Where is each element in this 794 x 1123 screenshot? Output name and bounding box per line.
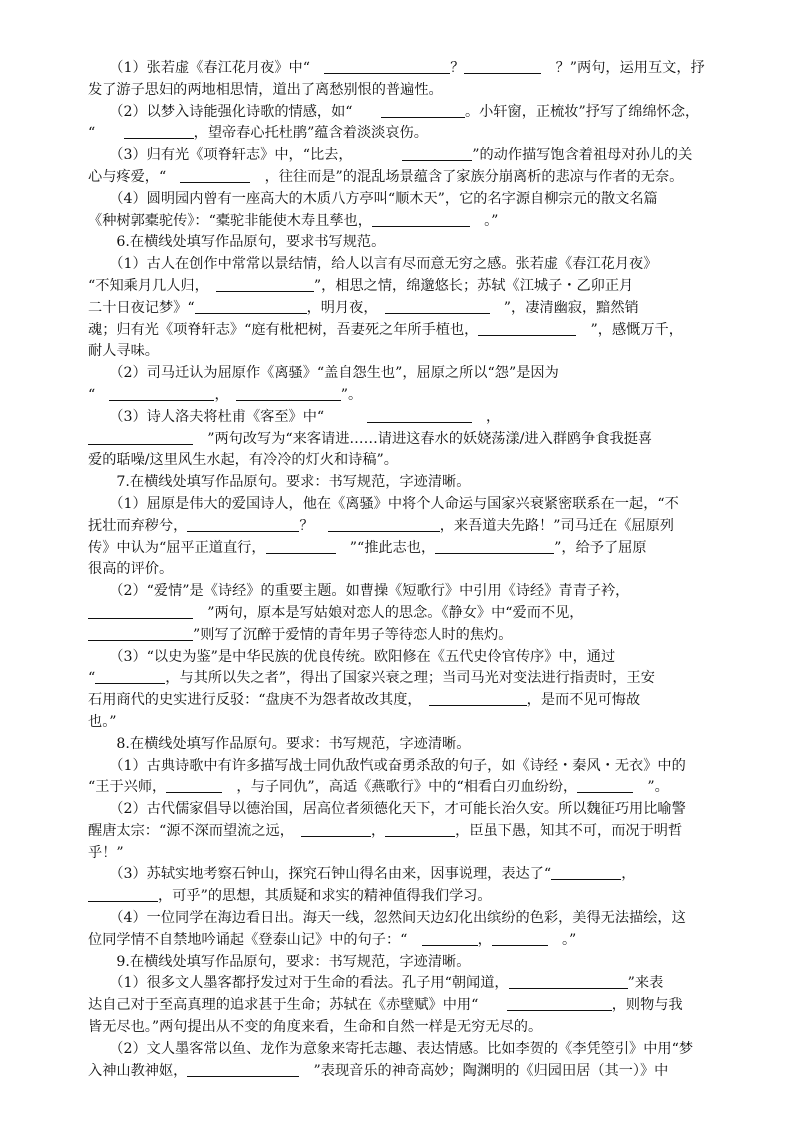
text-line: （2）以梦入诗能强化诗歌的情感，如“ 。小轩窗，正梳妆”抒写了绵绵怀念， — [88, 103, 700, 120]
text-line: 6.在横线处填写作品原句，要求书写规范。 — [88, 234, 386, 251]
answer-blank[interactable] — [328, 517, 440, 532]
text-line: 醒唐太宗：“源不深而望流之远， ， ，臣虽下愚，知其不可，而况于明哲 — [88, 822, 683, 839]
text-line: （2）古代儒家倡导以德治国，居高位者须德化天下，才可能长治久安。所以魏征巧用比喻警 — [88, 801, 686, 818]
text-line: 二十日夜记梦》“ ，明月夜， ”，凄清幽寂，黯然销 — [88, 299, 639, 316]
text-line: 很高的评价。 — [88, 561, 174, 578]
text-line: 也。” — [88, 713, 117, 730]
text-line: 魂；归有光《项脊轩志》“庭有枇杷树，吾妻死之年所手植也， ”，感慨万千， — [88, 321, 683, 338]
text-line: （1）张若虚《春江花月夜》中“ ？ ？”两句，运用互文，抒 — [88, 60, 705, 76]
text-line: （2）文人墨客常以鱼、龙作为意象来寄托志趣、表达情感。比如李贺的《李凭箜引》中用“梦 — [88, 1040, 694, 1057]
answer-blank[interactable] — [385, 299, 490, 314]
text-line: “王于兴师， ，与子同仇”，高适《燕歌行》中的“相看白刃血纷纷， ”。 — [88, 779, 669, 796]
text-line: ”两句改写为“来客请进……请进这春水的妖娆荡漾/进入群鸥争食我挺喜 — [88, 429, 733, 451]
answer-blank[interactable] — [88, 887, 158, 902]
text-line: （3）“以史为鉴”是中华民族的优良传统。欧阳修在《五代史伶官传序》中，通过 — [88, 648, 616, 665]
text-line: 入神山教神妪， ”表现音乐的神奇高妙；陶渊明的《归园田居（其一）》中 — [88, 1062, 669, 1079]
answer-blank[interactable] — [187, 517, 299, 532]
text-line: 心与疼爱，“ ，往往而是”的混乱场景蕴含了家族分崩离析的悲凉与作者的无奈。 — [88, 168, 684, 185]
text-line: （4）圆明园内曾有一座高大的木质八方亭叫“顺木天”，它的名字源自柳宗元的散文名篇 — [88, 190, 658, 207]
answer-blank[interactable] — [435, 539, 554, 554]
text-line: 9.在横线处填写作品原句，要求：书写规范，字迹清晰。 — [88, 953, 471, 970]
text-line: （1）古典诗歌中有许多描写战士同仇敌忾或奋勇杀敌的句子，如《诗经・秦风・无衣》中的 — [88, 757, 686, 774]
answer-blank[interactable] — [385, 822, 455, 837]
answer-blank[interactable] — [216, 277, 314, 292]
answer-blank[interactable] — [429, 691, 527, 706]
answer-blank[interactable] — [464, 59, 541, 74]
text-line: 爱的聒噪/这里风生水起，有冷冷的灯火和诗稿”。 — [88, 452, 398, 469]
text-line: （3）诗人洛夫将杜甫《客至》中“ ， — [88, 408, 501, 425]
text-line: ，可乎”的思想，其质疑和求实的精神值得我们学习。 — [88, 886, 733, 908]
text-line: （1）屈原是伟大的爱国诗人，他在《离骚》中将个人命运与国家兴衰紧密联系在一起，“不 — [88, 495, 679, 512]
answer-blank[interactable] — [478, 321, 576, 336]
answer-blank[interactable] — [507, 996, 612, 1011]
answer-blank[interactable] — [236, 386, 341, 401]
text-line: “ ，与其所以失之者”，得出了国家兴衰之理；当司马光对变法进行指责时，王安 — [88, 670, 655, 687]
answer-blank[interactable] — [492, 931, 548, 946]
answer-blank[interactable] — [95, 669, 165, 684]
text-line: 8.在横线处填写作品原句。要求：书写规范，字迹清晰。 — [88, 735, 471, 752]
answer-blank[interactable] — [195, 299, 307, 314]
text-line: “ ， ”。 — [88, 386, 363, 403]
text-line: “ ，望帝春心托杜鹃”蕴含着淡淡哀伤。 — [88, 125, 428, 142]
text-line: ”两句，原本是写姑娘对恋人的思念。《静女》中“爱而不见， — [88, 603, 733, 625]
answer-blank[interactable] — [166, 778, 222, 793]
text-line: 位同学情不自禁地吟诵起《登泰山记》中的句子：“ ， 。” — [88, 931, 577, 948]
text-line: （1）很多文人墨客都抒发过对于生命的看法。孔子用“朝闻道， ”来表 — [88, 975, 664, 992]
text-line: 发了游子思妇的两地相思情，道出了离愁别恨的普遍性。 — [88, 81, 443, 98]
answer-blank[interactable] — [88, 604, 193, 619]
text-line: 皆无尽也。”两句提出从不变的角度来看，生命和自然一样是无穷无尽的。 — [88, 1019, 543, 1036]
answer-blank[interactable] — [577, 778, 633, 793]
text-line: 7.在横线处填写作品原句。要求：书写规范，字迹清晰。 — [88, 474, 471, 491]
answer-blank[interactable] — [367, 408, 472, 423]
text-line: 传》中认为“屈平正道直行， ”“推此志也， ”，给予了屈原 — [88, 539, 647, 556]
text-line: 《种树郭橐驼传》：“橐驼非能使木寿且孳也， 。” — [88, 212, 499, 229]
answer-blank[interactable] — [551, 865, 621, 880]
answer-blank[interactable] — [88, 430, 193, 445]
answer-blank[interactable] — [509, 974, 628, 989]
text-line: （3）苏轼实地考察石钟山，探究石钟山得名由来，因事说理，表达了“ ， — [88, 866, 636, 883]
answer-blank[interactable] — [381, 103, 465, 118]
text-line: “不知乘月几人归， ”，相思之情，绵邈悠长；苏轼《江城子・乙卯正月 — [88, 277, 634, 294]
answer-blank[interactable] — [88, 626, 193, 641]
answer-blank[interactable] — [180, 168, 250, 183]
answer-blank[interactable] — [422, 931, 478, 946]
text-line: （1）古人在创作中常常以景结情，给人以言有尽而意无穷之感。张若虚《春江花月夜》 — [88, 256, 658, 273]
answer-blank[interactable] — [109, 386, 214, 401]
answer-blank[interactable] — [372, 212, 470, 227]
text-line: （2）“爱情”是《诗经》的重要主题。如曹操《短歌行》中引用《诗经》青青子衿， — [88, 583, 630, 600]
worksheet-page — [88, 58, 733, 1082]
text-line: 耐人寻味。 — [88, 343, 159, 360]
answer-blank[interactable] — [324, 59, 450, 74]
answer-blank[interactable] — [124, 124, 194, 139]
text-line: ”则写了沉醉于爱情的青年男子等待恋人时的焦灼。 — [88, 625, 733, 647]
answer-blank[interactable] — [187, 1062, 299, 1077]
text-line: 达自己对于至高真理的追求甚于生命；苏轼在《赤壁赋》中用“ ，则物与我 — [88, 997, 683, 1014]
text-line: （2）司马迁认为屈原作《离骚》“盖自怨生也”，屈原之所以“怨”是因为 — [88, 365, 559, 382]
text-line: （3）归有光《项脊轩志》中，“比去， ”的动作描写饱含着祖母对孙儿的关 — [88, 147, 693, 164]
text-line: 石用商代的史实进行反驳：“盘庚不为怨者故改其度， ，是而不见可悔故 — [88, 692, 641, 709]
text-line: （4）一位同学在海边看日出。海天一线，忽然间天边幻化出缤纷的色彩，美得无法描绘，这 — [88, 910, 686, 927]
text-line: 乎！” — [88, 844, 124, 861]
answer-blank[interactable] — [266, 539, 336, 554]
answer-blank[interactable] — [301, 822, 371, 837]
text-line: 抚壮而弃秽兮， ？ ，来吾道夫先路！”司马迁在《屈原列 — [88, 517, 674, 534]
answer-blank[interactable] — [402, 146, 472, 161]
